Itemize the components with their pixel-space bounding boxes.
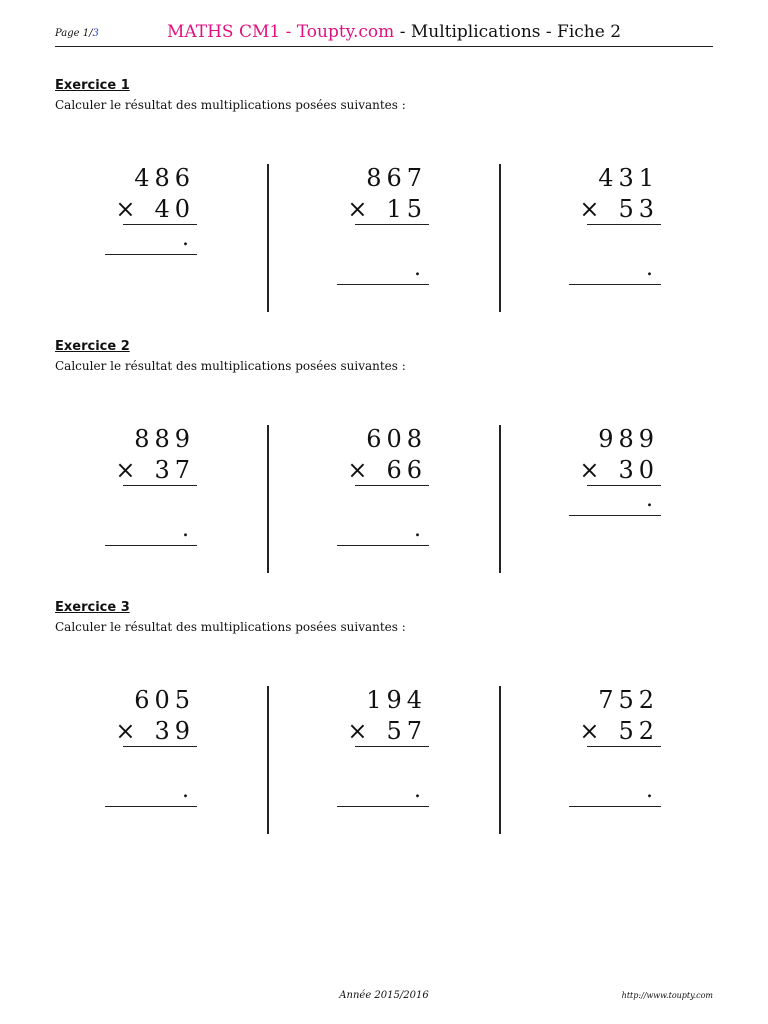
exercise-title: Exercice 1 (55, 78, 130, 93)
answer-dot: . (646, 256, 653, 281)
multiplier: 37 (154, 456, 195, 484)
answer-dot: . (646, 487, 653, 512)
times-sign: × (579, 717, 605, 745)
multiplicand: 605 (134, 686, 195, 714)
multiplier: 53 (618, 195, 659, 223)
multiplier-row (579, 717, 659, 745)
multiplier-row (347, 456, 427, 484)
column-separator (267, 164, 269, 312)
exercise-instruction: Calculer le résultat des multiplications posées suivantes : (55, 620, 406, 634)
operand-rule (355, 746, 429, 747)
answer-line[interactable] (337, 284, 429, 285)
multiplication-problem (569, 425, 661, 565)
multiplication-problem (337, 425, 429, 565)
operand-rule (355, 485, 429, 486)
multiplicand: 889 (134, 425, 195, 453)
answer-line[interactable] (105, 545, 197, 546)
multiplier-row (347, 195, 427, 223)
operand-rule (587, 485, 661, 486)
times-sign: × (579, 195, 605, 223)
times-sign: × (347, 456, 373, 484)
multiplicand: 194 (366, 686, 427, 714)
answer-line[interactable] (337, 806, 429, 807)
answer-line[interactable] (569, 806, 661, 807)
multiplier: 52 (618, 717, 659, 745)
multiplier: 40 (154, 195, 195, 223)
operand-rule (355, 224, 429, 225)
times-sign: × (579, 456, 605, 484)
multiplier: 39 (154, 717, 195, 745)
answer-line[interactable] (105, 254, 197, 255)
answer-dot: . (414, 256, 421, 281)
multiplication-problem (337, 164, 429, 304)
column-separator (499, 686, 501, 834)
multiplication-problem (105, 686, 197, 826)
multiplier-row (115, 456, 195, 484)
multiplier-row (115, 195, 195, 223)
multiplication-problem (569, 164, 661, 304)
multiplier: 66 (386, 456, 427, 484)
multiplier-row (579, 456, 659, 484)
exercise-title: Exercice 2 (55, 339, 130, 354)
multiplier-row (115, 717, 195, 745)
multiplicand: 608 (366, 425, 427, 453)
answer-dot: . (182, 778, 189, 803)
multiplication-problem (569, 686, 661, 826)
operand-rule (123, 746, 197, 747)
page-title (167, 22, 621, 42)
answer-line[interactable] (337, 545, 429, 546)
multiplier: 15 (386, 195, 427, 223)
multiplier: 57 (386, 717, 427, 745)
multiplicand: 989 (598, 425, 659, 453)
title-site: MATHS CM1 - Toupty.com (167, 22, 395, 42)
multiplication-problem (337, 686, 429, 826)
multiplicand: 486 (134, 164, 195, 192)
column-separator (499, 425, 501, 573)
exercise-title: Exercice 3 (55, 600, 130, 615)
times-sign: × (115, 456, 141, 484)
multiplicand: 867 (366, 164, 427, 192)
answer-dot: . (182, 517, 189, 542)
column-separator (267, 425, 269, 573)
answer-dot: . (182, 226, 189, 251)
multiplication-problem (105, 425, 197, 565)
page-total: 3 (92, 28, 99, 39)
operand-rule (123, 485, 197, 486)
exercise-instruction: Calculer le résultat des multiplications posées suivantes : (55, 359, 406, 373)
title-subject: - Multiplications - Fiche 2 (394, 22, 622, 42)
multiplicand: 752 (598, 686, 659, 714)
multiplicand: 431 (598, 164, 659, 192)
page-number (55, 28, 99, 39)
times-sign: × (115, 195, 141, 223)
page-header (55, 22, 713, 47)
times-sign: × (347, 717, 373, 745)
operand-rule (123, 224, 197, 225)
answer-line[interactable] (569, 515, 661, 516)
footer-url[interactable]: http://www.toupty.com (621, 991, 713, 1000)
answer-dot: . (646, 778, 653, 803)
answer-dot: . (414, 778, 421, 803)
times-sign: × (115, 717, 141, 745)
multiplier: 30 (618, 456, 659, 484)
answer-line[interactable] (569, 284, 661, 285)
multiplier-row (347, 717, 427, 745)
multiplier-row (579, 195, 659, 223)
multiplication-problem (105, 164, 197, 304)
exercise-instruction: Calculer le résultat des multiplications posées suivantes : (55, 98, 406, 112)
times-sign: × (347, 195, 373, 223)
operand-rule (587, 224, 661, 225)
column-separator (499, 164, 501, 312)
answer-dot: . (414, 517, 421, 542)
page-label: Page 1/ (55, 28, 93, 39)
footer-year: Année 2015/2016 (339, 990, 429, 1001)
column-separator (267, 686, 269, 834)
operand-rule (587, 746, 661, 747)
answer-line[interactable] (105, 806, 197, 807)
